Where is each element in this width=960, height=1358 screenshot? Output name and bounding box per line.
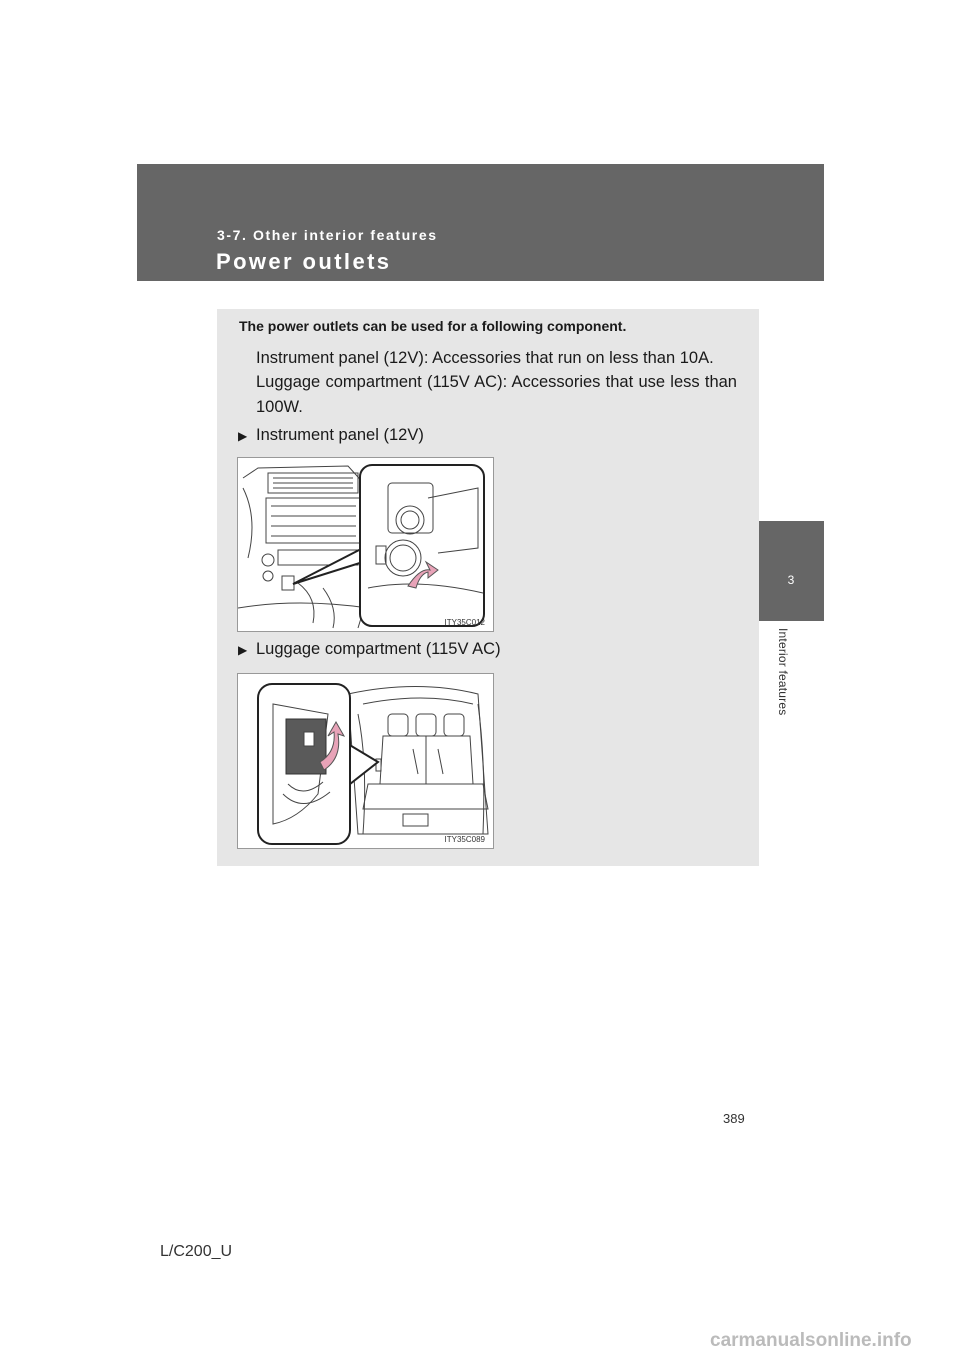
chapter-label: Interior features [776,628,790,716]
chapter-tab [758,521,824,621]
figure-instrument-panel [237,457,494,632]
item-label: Luggage compartment (115V AC) [256,640,501,658]
section-label: 3-7. Other interior features [217,227,438,243]
arrow-right-icon: ▶ [238,642,248,657]
instrument-panel-illustration [238,458,494,632]
item-label: Instrument panel (12V) [256,426,424,444]
page-title: Power outlets [216,249,392,274]
item-luggage-compartment [238,640,501,659]
figure-code: ITY35C012 [444,618,485,627]
paragraph-instrument-panel: Instrument panel (12V): Accessories that run on less than 10A. [256,349,714,367]
page-number: 389 [723,1111,745,1126]
paragraph-luggage-compartment: Luggage compartment (115V AC): Accessories that use less than 100W. [256,373,737,416]
luggage-compartment-illustration [238,674,494,849]
figure-luggage-compartment [237,673,494,849]
intro-text: The power outlets can be used for a following component. [239,318,627,334]
arrow-right-icon: ▶ [238,428,248,443]
item-instrument-panel [238,426,424,445]
figure-code: ITY35C089 [444,835,485,844]
watermark: carmanualsonline.info [710,1330,912,1351]
model-code: L/C200_U [160,1243,233,1260]
chapter-number: 3 [787,573,795,587]
